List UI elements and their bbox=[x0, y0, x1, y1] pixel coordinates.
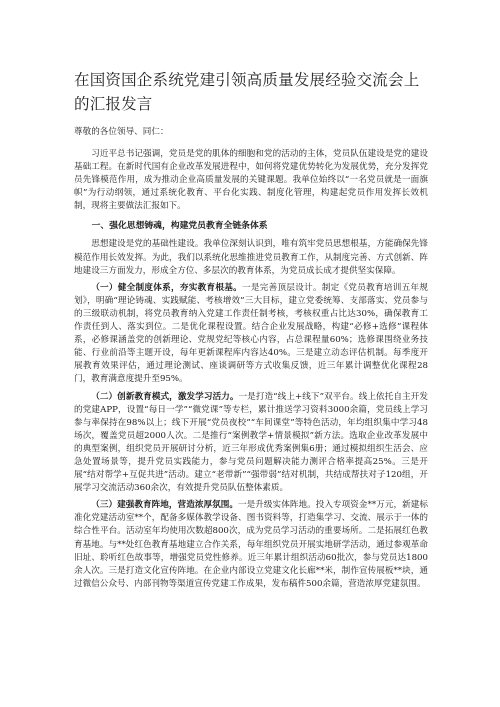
subsection-paragraph bbox=[74, 282, 428, 387]
section-paragraph: 思想建设是党的基础性建设。我单位深刻认识到，唯有筑牢党员思想根基，方能确保先锋模范作用长效发挥。为此，我们以系统化思维推进党员教育工作，从制度完善、方式创新、阵地建设三方面发力，形成全方位、多层次的教育体系，为党员成长成才提供坚实保障。 bbox=[74, 239, 428, 276]
section-heading: 一、强化思想铸魂，构建党员教育全链条体系 bbox=[91, 221, 268, 232]
subsection-paragraph bbox=[74, 499, 428, 591]
subsection-heading: （一）健全制度体系，夯实教育根基。 bbox=[91, 282, 242, 293]
subsection-paragraph bbox=[74, 391, 428, 496]
intro-paragraph: 习近平总书记强调，党员是党的肌体的细胞和党的活动的主体，党员队伍建设是党的建设基础工程。在新时代国有企业改革发展进程中，如何将党建优势转化为发展优势，充分发挥党员先锋模范作用，成为推动企业高质量发展的关键课题。我单位始终以“一名党员就是一面旗帜”为行动纲领，通过系统化教育、平台化实践、制度化管理，构建起党员作用发挥长效机制，现将主要做法汇报如下。 bbox=[74, 149, 428, 212]
subsection-heading: （三）建强教育阵地，营造浓厚氛围。 bbox=[91, 500, 239, 511]
subsection-text: 一是打造“线上+线下”双平台。线上依托自主开发的党建APP，设置“每日一学”“微党课”等专栏，累计推送学习资料3000余篇，党员线上学习参与率保持在98%以上；线下开展“党员夜校”“车间课堂”等特色活动，年均组织集中学习48场次，覆盖党员超2000人次。二是推行“案例教学+情景模拟”新方法。选取企业改革发展中的典型案例，组织党员开展研讨分析，近三年形成优秀案例集6册；通过模拟组织生活会、应急处置场景等，提升党员实践能力，参与党员问题解决能力测评合格率提高25%。三是开展“结对帮学+互促共进”活动。建立“老带新”“强带弱”结对机制，共结成帮扶对子120组，开展学习交流活动360余次，有效提升党员队伍整体素质。 bbox=[74, 391, 428, 494]
subsection-heading: （二）创新教育模式，激发学习活力。 bbox=[91, 391, 239, 402]
salutation: 尊敬的各位领导、同仁： bbox=[74, 127, 169, 137]
subsection-text: 一是完善顶层设计。制定《党员教育培训五年规划》，明确“理论铸魂、实践赋能、考核增效”三大目标，建立党委统筹、支部落实、党员参与的三级联动机制，将党员教育纳入党建工作责任制考核，考核权重占比达30%，确保教育工作责任到人、落实到位。二是优化课程设置。结合企业发展战略，构建“必修+选修”课程体系，必修课涵盖党的创新理论、党规党纪等核心内容，占总课程量60%；选修课围绕业务技能、行业前沿等主题开设，每年更新课程库内容达40%。三是建立动态评估机制。每季度开展教育效果评估，通过理论测试、座谈调研等方式收集反馈，近三年累计调整优化课程28门，教育满意度提升至95%。 bbox=[74, 282, 428, 385]
document-title: 在国资国企系统党建引领高质量发展经验交流会上的汇报发言 bbox=[74, 71, 420, 113]
subsection-text: 一是升级实体阵地。投入专项资金**万元，新建标准化党建活动室**个，配备多媒体教学设备、图书资料等，打造集学习、交流、展示于一体的综合性平台。活动室年均使用次数超800次，成为党员学习活动的重要场所。二是拓展红色教育基地。与**处红色教育基地建立合作关系，每年组织党员开展实地研学活动，通过参观革命旧址、聆听红色故事等，增强党员党性修养。近三年累计组织活动60批次，参与党员达1800余人次。三是打造文化宣传阵地。在企业内部设立党建文化长廊**米，制作宣传展板**块，通过微信公众号、内部刊物等渠道宣传党建工作成果，发布稿件500余篇，营造浓厚党建氛围。 bbox=[74, 500, 428, 589]
